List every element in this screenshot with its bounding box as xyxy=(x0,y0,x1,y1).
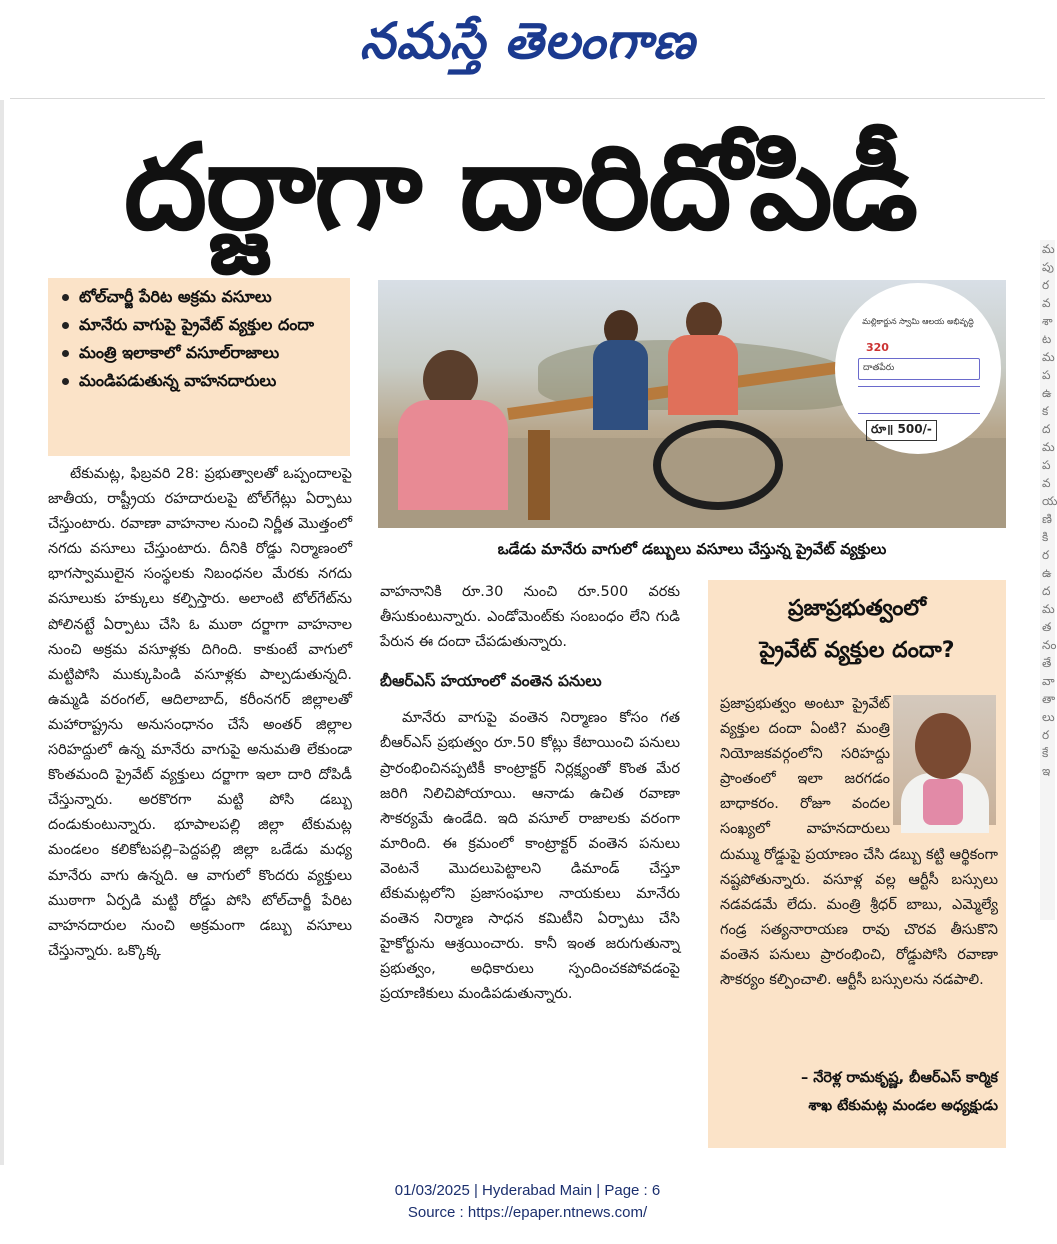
bullet-icon xyxy=(62,350,69,357)
receipt-amount: రూ॥ 500/- xyxy=(866,420,937,441)
sidebar-title: ప్రజాప్రభుత్వంలో ప్రైవేట్ వ్యక్తుల దందా? xyxy=(759,596,955,663)
page-footer xyxy=(0,1180,1055,1224)
article-paragraph: వాహనానికి రూ.30 నుంచి రూ.500 వరకు తీసుకుంటున్నారు. ఎండోమెంట్‌కు సంబంధం లేని గుడి పేరున ఈ దందా చేపడుతున్నారు. xyxy=(380,584,680,651)
article-column-left xyxy=(48,462,352,1142)
masthead-divider xyxy=(10,98,1045,99)
article-column-middle xyxy=(380,580,680,1140)
receipt-field: దాతపేరు xyxy=(858,358,980,380)
highlights-box xyxy=(48,278,350,456)
page-left-edge xyxy=(0,100,4,1165)
footer-source-link[interactable]: Source : https://epaper.ntnews.com/ xyxy=(407,1204,648,1221)
receipt-inset xyxy=(838,286,998,451)
adjacent-article-strip: మ పు ర వ శా ట మ ప ఉ క ద మ ప వ య ణి కి ర ఉ ద మ త నం తే వా తా లు ర కే ఇ xyxy=(1040,240,1055,920)
speaker-attribution: – నేరెళ్ల రామకృష్ణ, బీఆర్‌ఎస్ కార్మిక శాఖ టేకుమట్ల మండల అధ్యక్షుడు xyxy=(800,1070,998,1114)
receipt-number: 320 xyxy=(866,341,889,354)
photo-caption: ఒడేడు మానేరు వాగులో డబ్బులు వసూలు చేస్తున్న ప్రైవేట్ వ్యక్తులు xyxy=(497,540,887,558)
sidebar-body: ప్రజాప్రభుత్వం అంటూ ప్రైవేట్ వ్యక్తుల దందా ఏంటి? మంత్రి నియోజకవర్గంలోని సరిహద్దు ప్రాంతంలో ఇలా జరగడం బాధాకరం. రోజూ వందల సంఖ్యలో వాహనదారులు దుమ్ము రోడ్డుపై ప్రయాణం చేసి డబ్బు కట్టి ఆర్థికంగా నష్టపోతున్నారు. వసూళ్ల వల్ల ఆర్టీసీ బస్సులు నడవడమే లేదు. మంత్రి శ్రీధర్ బాబు, ఎమ్మెల్యే గండ్ర సత్యనారాయణ రావు చొరవ తీసుకొని వంతెన పనులు ప్రారంభించి, రోడ్డుపోసి రవాణా సౌకర్యం కల్పించాలి. ఆర్టీసీ బస్సులను నడపాలి. xyxy=(720,696,998,989)
highlight-item: మంత్రి ఇలాకాలో వసూల్‌రాజాలు xyxy=(62,342,340,364)
highlight-item: మానేరు వాగుపై ప్రైవేట్ వ్యక్తుల దందా xyxy=(62,314,340,336)
bullet-icon xyxy=(62,294,69,301)
highlight-item: టోల్‌చార్జీ పేరిట అక్రమ వసూలు xyxy=(62,286,340,308)
footer-edition-info: 01/03/2025 | Hyderabad Main | Page : 6 xyxy=(394,1182,661,1199)
receipt-header: మల్లికార్జున స్వామి ఆలయ అభివృద్ధి xyxy=(862,317,974,326)
article-subheading: బీఆర్‌ఎస్ హయాంలో వంతెన పనులు xyxy=(380,672,602,691)
news-photo-toll-collection xyxy=(378,280,1006,528)
newspaper-masthead: నమస్తే తెలంగాణ xyxy=(359,11,696,70)
highlight-item: మండిపడుతున్న వాహనదారులు xyxy=(62,370,340,392)
bullet-icon xyxy=(62,322,69,329)
speaker-portrait xyxy=(893,695,996,825)
article-paragraph: మానేరు వాగుపై వంతెన నిర్మాణం కోసం గత బీఆర్‌ఎస్ ప్రభుత్వం రూ.50 కోట్లు కేటాయించి పనులు ప్రారంభించినప్పటికీ కాంట్రాక్టర్ నిర్లక్ష్యంతో కొంత మేర జరిగి నిలిచిపోయాయి. ఆనాడు ఉచిత రవాణా సౌకర్యమే ఉండేది. ఇది వసూల్ రాజాలకు వరంగా మారింది. ఈ క్రమంలో కాంట్రాక్టర్ వంతెన పనులు వెంటనే మొదలుపెట్టాలని డిమాండ్ చేస్తూ టేకుమట్లలోని ప్రజాసంఘాల నాయకులు మానేరు వంతెన నిర్మాణ సాధన కమిటీని ఏర్పాటు చేసి హైకోర్టును ఆశ్రయించారు. కానీ ఇంత జరుగుతున్నా ప్రభుత్వం, అధికారులు స్పందించకపోవడంపై ప్రయాణికులు మండిపడుతున్నారు. xyxy=(380,710,680,1003)
article-headline: దర్జాగా దారిదోపిడీ xyxy=(123,118,917,256)
article-paragraph: టేకుమట్ల, ఫిబ్రవరి 28: ప్రభుత్వాలతో ఒప్పందాలపై జాతీయ, రాష్ట్రీయ రహదారులపై టోల్‌గేట్లు ఏర్పాటు చేస్తుంటారు. రవాణా వాహనాల నుంచి నిర్ణీత మొత్తంలో నగదు వసూలు చేస్తుంటారు. దీనికి రోడ్డు నిర్మాణంలో భాగస్వాములైన సంస్థలకు నిబంధనల మేరకు నగదు వసూలుకు హక్కులు కల్పిస్తారు. అలాంటి టోల్‌గేట్‌ను పోలినట్టే ఏర్పాటు చేసి ఓ ముఠా దర్జాగా వాహనాల నుంచి అక్రమ వసూళ్లకు దిగింది. కాకుంటే వాగులో మట్టిపోసి ముక్కుపిండి వసూళ్లకు పాల్పడుతున్నది. ఉమ్మడి వరంగల్, ఆదిలాబాద్, కరీంనగర్ జిల్లాలతో మహారాష్ట్రను అనుసంధానం చేసే అంతర్ జిల్లాల సరిహద్దులో ఉన్న మానేరు వాగుపై అనుమతి లేకుండా కొంతమంది ప్రైవేట్ వ్యక్తులు దర్జాగా ఇలా దారి దోపిడీ చేస్తున్నారు. అరకొరగా మట్టి పోసి డబ్బు దండుకుంటున్నారు. భూపాలపల్లి జిల్లా టేకుమట్ల మండలం కలికోటపల్లి–పెద్దపల్లి జిల్లా ఒడేడు మధ్య మానేరు వాగు ఉన్నది. ఆ వాగులో కొందరు వ్యక్తులు ముఠాగా ఏర్పడి మట్టి రోడ్డు పోసి టోల్‌చార్జీ పేరిట వాహనదారుల నుంచి అక్రమంగా డబ్బు వసూలు చేస్తున్నారు. ఒక్కొక్క xyxy=(48,466,352,959)
bullet-icon xyxy=(62,378,69,385)
quote-sidebar-box xyxy=(708,580,1006,1148)
